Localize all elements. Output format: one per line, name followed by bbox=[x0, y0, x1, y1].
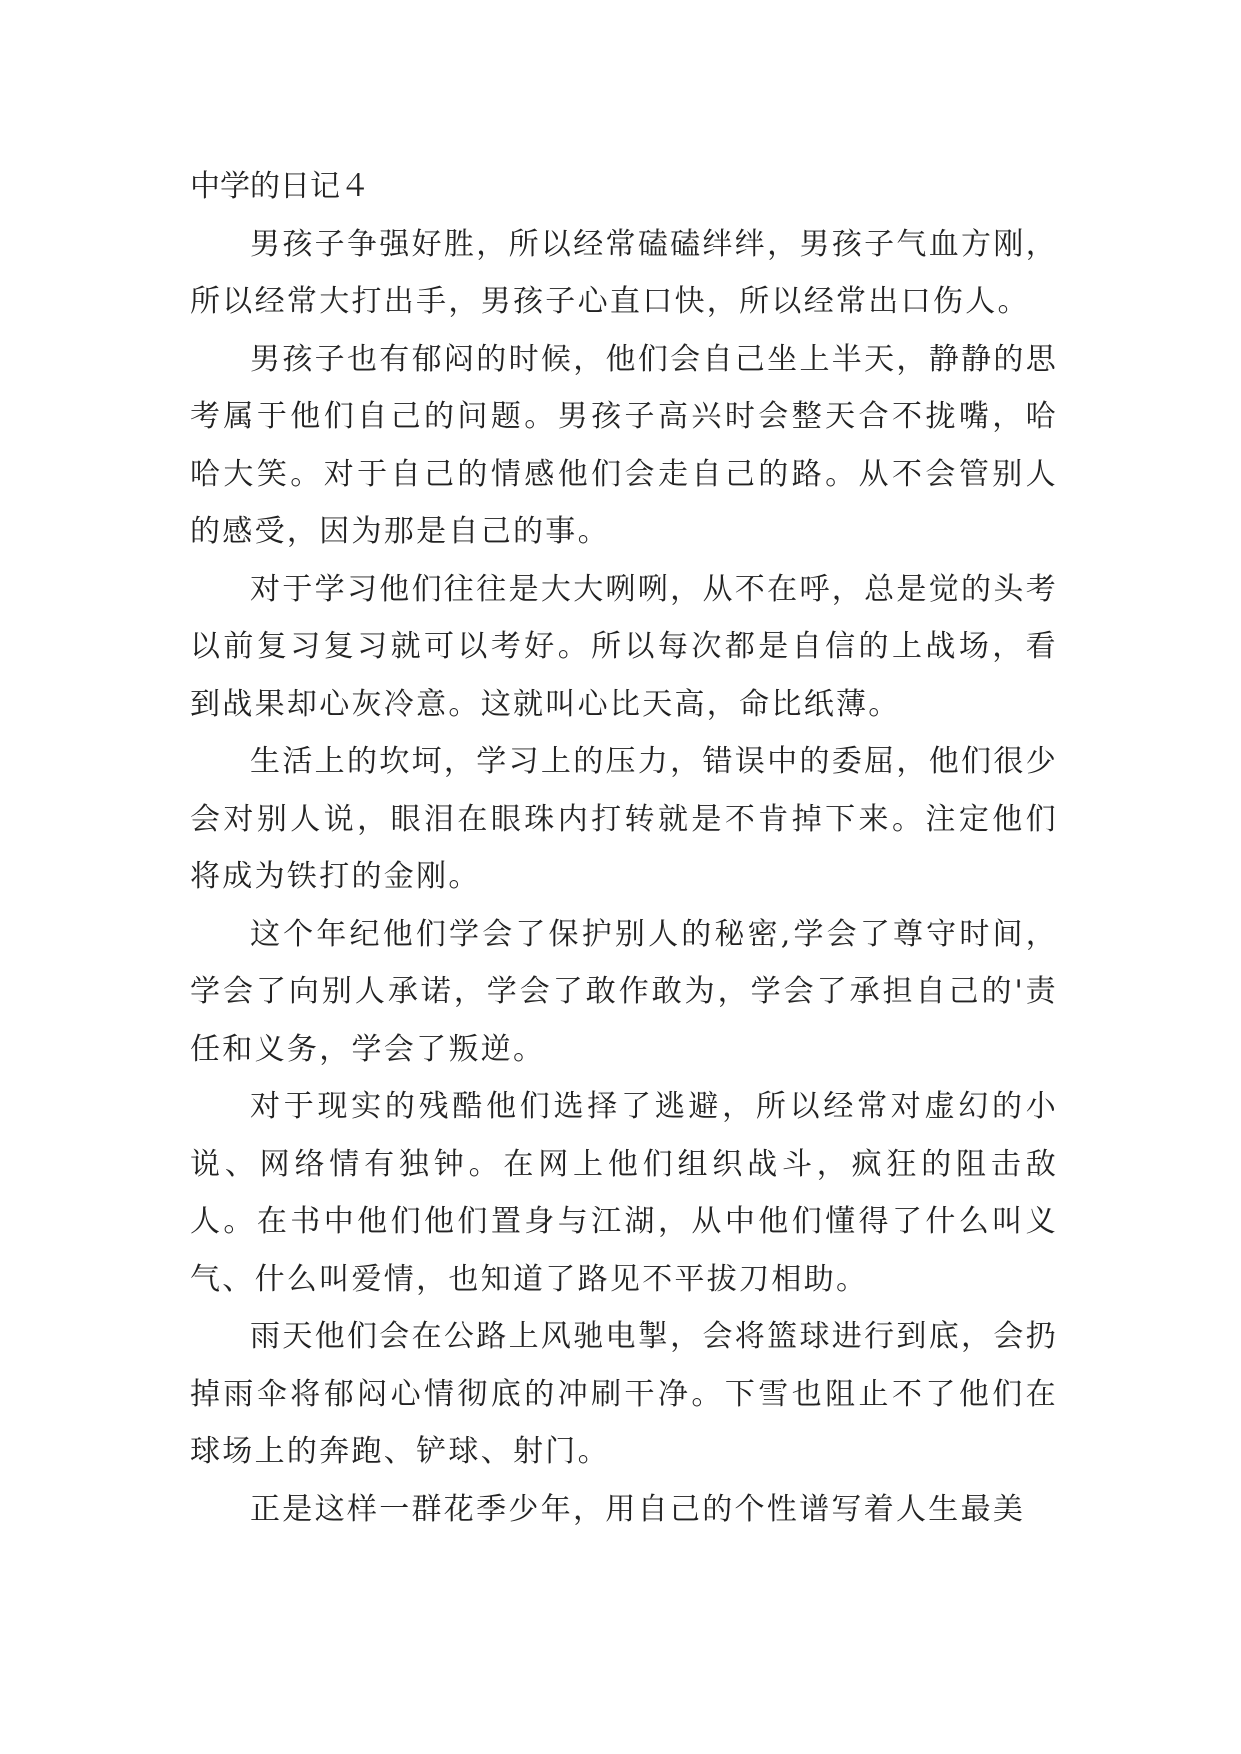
paragraph: 对于学习他们往往是大大咧咧，从不在呼，总是觉的头考以前复习复习就可以考好。所以每次都是自信的上战场，看到战果却心灰冷意。这就叫心比天高，命比纸薄。 bbox=[190, 571, 1058, 722]
document-body bbox=[190, 158, 1058, 1538]
paragraph: 这个年纪他们学会了保护别人的秘密,学会了尊守时间，学会了向别人承诺，学会了敢作敢为，学会了承担自己的'责任和义务，学会了叛逆。 bbox=[190, 916, 1058, 1067]
paragraph: 男孩子也有郁闷的时候，他们会自己坐上半天，静静的思考属于他们自己的问题。男孩子高兴时会整天合不拢嘴，哈哈大笑。对于自己的情感他们会走自己的路。从不会管别人的感受，因为那是自己的事。 bbox=[190, 341, 1058, 549]
paragraph: 男孩子争强好胜，所以经常磕磕绊绊，男孩子气血方刚，所以经常大打出手，男孩子心直口快，所以经常出口伤人。 bbox=[190, 226, 1058, 319]
paragraph: 雨天他们会在公路上风驰电掣，会将篮球进行到底，会扔掉雨伞将郁闷心情彻底的冲刷干净。下雪也阻止不了他们在球场上的奔跑、铲球、射门。 bbox=[190, 1319, 1058, 1469]
document-title: 中学的日记４ bbox=[190, 169, 370, 204]
paragraph: 正是这样一群花季少年，用自己的个性谱写着人生最美 bbox=[250, 1491, 1026, 1527]
paragraph: 生活上的坎坷，学习上的压力，错误中的委屈，他们很少会对别人说，眼泪在眼珠内打转就是不肯掉下来。注定他们将成为铁打的金刚。 bbox=[190, 744, 1058, 894]
paragraph: 对于现实的残酷他们选择了逃避，所以经常对虚幻的小说、网络情有独钟。在网上他们组织战斗，疯狂的阻击敌人。在书中他们他们置身与江湖，从中他们懂得了什么叫义气、什么叫爱情，也知道了路见不平拔刀相助。 bbox=[190, 1089, 1058, 1297]
